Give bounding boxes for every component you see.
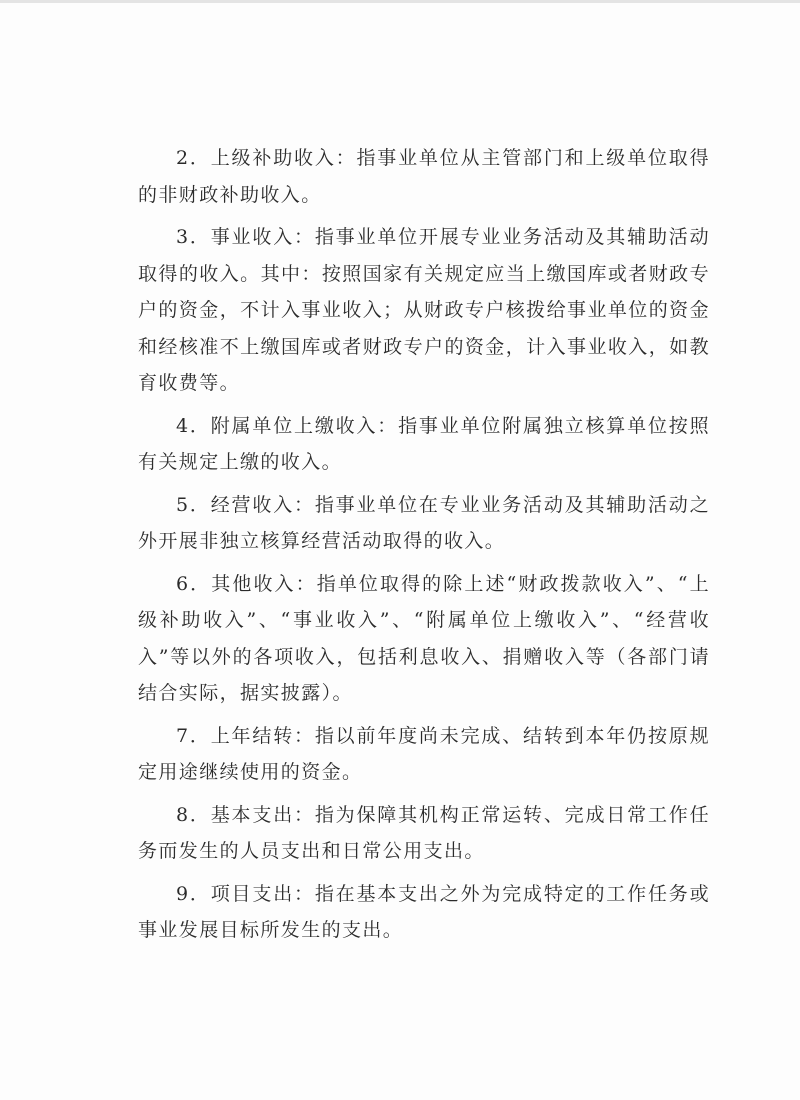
paragraph-item-7: 7．上年结转：指以前年度尚未完成、结转到本年仍按原规定用途继续使用的资金。 bbox=[138, 724, 710, 783]
paragraph-item-5: 5．经营收入：指事业单位在专业业务活动及其辅助活动之外开展非独立核算经营活动取得的收入。 bbox=[138, 493, 710, 552]
paragraph-item-2: 2．上级补助收入：指事业单位从主管部门和上级单位取得的非财政补助收入。 bbox=[138, 147, 710, 206]
paragraph-item-8: 8．基本支出：指为保障其机构正常运转、完成日常工作任务而发生的人员支出和日常公用支出。 bbox=[138, 803, 710, 862]
scan-top-edge bbox=[0, 0, 800, 3]
document-body bbox=[138, 140, 710, 955]
paragraph-item-6: 6．其他收入：指单位取得的除上述“财政拨款收入”、“上级补助收入”、“事业收入”、“附属单位上缴收入”、“经营收入”等以外的各项收入，包括利息收入、捐赠收入等（各部门请结合实际，据实披露）。 bbox=[138, 572, 710, 704]
paragraph-item-3: 3．事业收入：指事业单位开展专业业务活动及其辅助活动取得的收入。其中：按照国家有关规定应当上缴国库或者财政专户的资金，不计入事业收入；从财政专户核拨给事业单位的资金和经核准不上缴国库或者财政专户的资金，计入事业收入，如教育收费等。 bbox=[138, 226, 710, 394]
paragraph-item-9: 9．项目支出：指在基本支出之外为完成特定的工作任务或事业发展目标所发生的支出。 bbox=[138, 882, 710, 941]
paragraph-item-4: 4．附属单位上缴收入：指事业单位附属独立核算单位按照有关规定上缴的收入。 bbox=[138, 414, 710, 473]
